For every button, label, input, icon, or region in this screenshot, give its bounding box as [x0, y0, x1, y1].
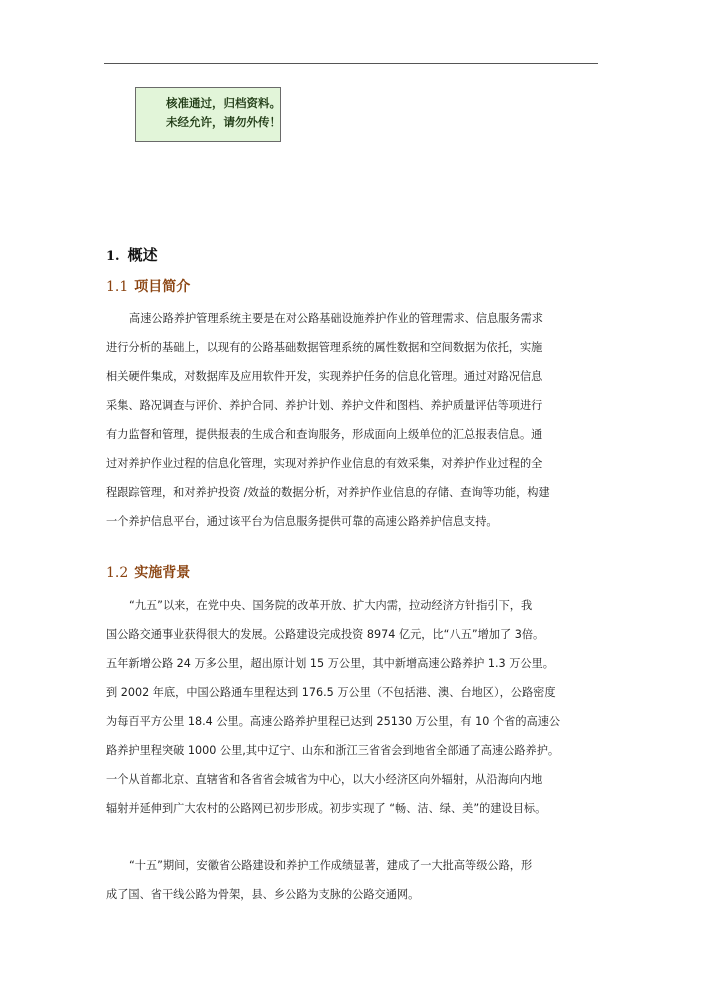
paragraph-line: 到 2002 年底，中国公路通车里程达到 176.5 万公里（不包括港、澳、台地区），公路密度 — [106, 686, 556, 699]
tenth-five-year-paragraph — [106, 851, 596, 909]
paragraph-line: 高速公路养护管理系统主要是在对公路基础设施养护作业的管理需求、信息服务需求 — [129, 312, 543, 325]
section-1-2-heading — [106, 562, 190, 582]
paragraph-line: “十五”期间，安徽省公路建设和养护工作成绩显著，建成了一大批高等级公路，形 — [129, 859, 533, 872]
project-intro-paragraph — [106, 304, 596, 536]
section-1-1-number: 1.1 — [106, 279, 129, 295]
paragraph-line: 相关硬件集成，对数据库及应用软件开发，实现养护任务的信息化管理。通过对路况信息 — [106, 370, 543, 383]
section-1-title: 概述 — [127, 246, 158, 264]
paragraph-line: 一个养护信息平台，通过该平台为信息服务提供可靠的高速公路养护信息支持。 — [106, 515, 498, 528]
paragraph-line: 国公路交通事业获得很大的发展。公路建设完成投资 8974 亿元，比“八五”增加了 3倍。 — [106, 628, 545, 641]
paragraph-line: 成了国、省干线公路为骨架，县、乡公路为支脉的公路交通网。 — [106, 888, 420, 901]
paragraph-line: 五年新增公路 24 万多公里，超出原计划 15 万公里，其中新增高速公路养护 1.3 万公里。 — [106, 657, 554, 670]
paragraph-line: 过对养护作业过程的信息化管理，实现对养护作业信息的有效采集，对养护作业过程的全 — [106, 457, 543, 470]
paragraph-line: 进行分析的基础上，以现有的公路基础数据管理系统的属性数据和空间数据为依托，实施 — [106, 341, 543, 354]
section-1-number: 1. — [106, 249, 120, 264]
notice-line-2: 未经允许，请勿外传！ — [166, 115, 281, 129]
approval-notice-box — [135, 87, 281, 142]
paragraph-line: 一个从首都北京、直辖省和各省省会城省为中心，以大小经济区向外辐射，从沿海向内地 — [106, 773, 543, 786]
section-1-heading — [106, 244, 158, 265]
paragraph-line: 程跟踪管理，和对养护投资 /效益的数据分析，对养护作业信息的存储、查询等功能，构建 — [106, 486, 550, 499]
notice-line-1: 核准通过，归档资料。 — [166, 96, 281, 110]
paragraph-line: 辐射并延伸到广大农村的公路网已初步形成。初步实现了 “畅、洁、绿、美”的建设目标。 — [106, 802, 547, 815]
section-1-1-heading — [106, 276, 190, 296]
section-1-2-number: 1.2 — [106, 565, 129, 581]
paragraph-line: “九五”以来，在党中央、国务院的改革开放、扩大内需，拉动经济方针指引下，我 — [129, 599, 533, 612]
header-rule — [104, 63, 598, 64]
section-1-1-title: 项目简介 — [134, 279, 191, 295]
paragraph-line: 为每百平方公里 18.4 公里。高速公路养护里程已达到 25130 万公里，有 10 个省的高速公 — [106, 715, 561, 728]
section-1-2-title: 实施背景 — [134, 565, 191, 581]
paragraph-line: 路养护里程突破 1000 公里,其中辽宁、山东和浙江三省省会到地省全部通了高速公路养护。 — [106, 744, 560, 757]
background-paragraph — [106, 591, 596, 823]
paragraph-line: 有力监督和管理，提供报表的生成合和查询服务，形成面向上级单位的汇总报表信息。通 — [106, 428, 543, 441]
paragraph-line: 采集、路况调查与评价、养护合同、养护计划、养护文件和图档、养护质量评估等项进行 — [106, 399, 543, 412]
